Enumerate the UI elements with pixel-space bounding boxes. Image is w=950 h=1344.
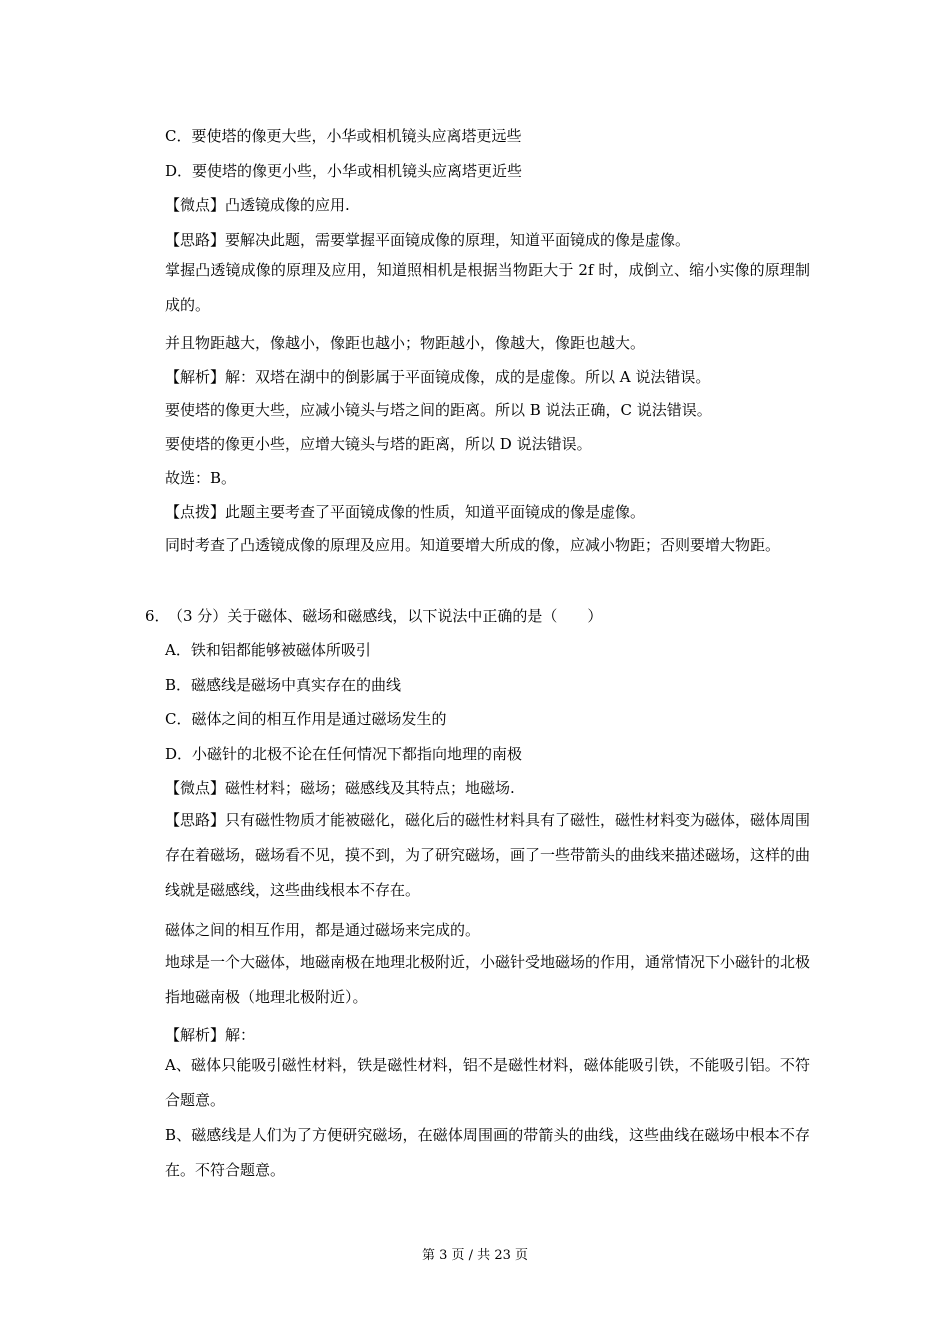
jiexi-paragraph: A、磁体只能吸引磁性材料，铁是磁性材料，铝不是磁性材料，磁体能吸引铁，不能吸引铝。不符合题意。: [165, 1056, 810, 1109]
option-d: D．要使塔的像更小些，小华或相机镜头应离塔更近些: [165, 162, 523, 180]
option-b: B．磁感线是磁场中真实存在的曲线: [165, 676, 402, 694]
jiexi-paragraph: 要使塔的像更小些，应增大镜头与塔的距离，所以 D 说法错误。: [165, 435, 592, 453]
answer-line: 故选：B。: [165, 469, 237, 487]
silu-paragraph: 【思路】只有磁性物质才能被磁化，磁化后的磁性材料具有了磁性，磁性材料变为磁体，磁体周围存在着磁场，磁场看不见，摸不到，为了研究磁场，画了一些带箭头的曲线来描述磁场，这样的曲线就是磁感线，这些曲线根本不存在。: [165, 811, 811, 899]
dianbo-paragraph: 【点拨】此题主要考查了平面镜成像的性质，知道平面镜成的像是虚像。: [165, 503, 646, 521]
silu-paragraph: 并且物距越大，像越小，像距也越小；物距越小，像越大，像距也越大。: [165, 334, 646, 352]
page-footer: 第 3 页 / 共 23 页: [422, 1248, 528, 1263]
jiexi-paragraph: 【解析】解：双塔在湖中的倒影属于平面镜成像，成的是虚像。所以 A 说法错误。: [165, 368, 711, 386]
option-a: A．铁和铝都能够被磁体所吸引: [165, 641, 371, 659]
silu-paragraph: 掌握凸透镜成像的原理及应用，知道照相机是根据当物距大于 2f 时，成倒立、缩小实像的原理制成的。: [165, 261, 810, 314]
silu-paragraph: 磁体之间的相互作用，都是通过磁场来完成的。: [165, 921, 481, 939]
weidian-label: 【微点】磁性材料；磁场；磁感线及其特点；地磁场.: [165, 779, 515, 797]
dianbo-paragraph: 同时考查了凸透镜成像的原理及应用。知道要增大所成的像，应减小物距；否则要增大物距。: [165, 536, 781, 554]
jiexi-paragraph: 要使塔的像更大些，应减小镜头与塔之间的距离。所以 B 说法正确，C 说法错误。: [165, 401, 712, 419]
question-stem: （3 分）关于磁体、磁场和磁感线，以下说法中正确的是（ ）: [168, 607, 603, 625]
option-c: C．要使塔的像更大些，小华或相机镜头应离塔更远些: [165, 127, 522, 145]
jiexi-paragraph: B、磁感线是人们为了方便研究磁场，在磁体周围画的带箭头的曲线，这些曲线在磁场中根本不存在。不符合题意。: [165, 1126, 810, 1179]
weidian-label: 【微点】凸透镜成像的应用.: [165, 196, 350, 214]
jiexi-heading: 【解析】解：: [165, 1026, 256, 1044]
option-d: D．小磁针的北极不论在任何情况下都指向地理的南极: [165, 745, 523, 763]
silu-paragraph: 【思路】要解决此题，需要掌握平面镜成像的原理，知道平面镜成的像是虚像。: [165, 231, 691, 249]
silu-paragraph: 地球是一个大磁体，地磁南极在地理北极附近，小磁针受地磁场的作用，通常情况下小磁针的北极指地磁南极（地理北极附近）。: [165, 953, 811, 1006]
question-number: 6．: [145, 607, 170, 625]
option-c: C．磁体之间的相互作用是通过磁场发生的: [165, 710, 447, 728]
